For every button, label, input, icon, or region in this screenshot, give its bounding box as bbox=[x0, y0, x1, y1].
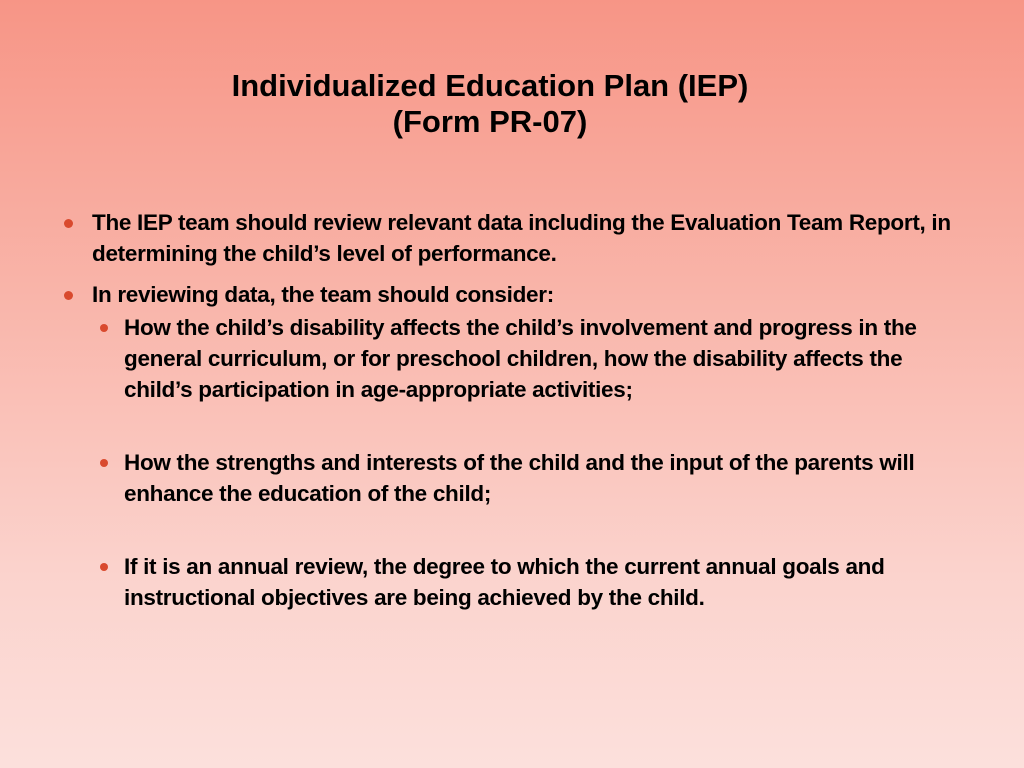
slide-title bbox=[0, 68, 980, 140]
sub-bullet-text: If it is an annual review, the degree to which the current annual goals and instructional objectives are being achieved by the child. bbox=[124, 554, 885, 610]
sub-bullet-item bbox=[92, 312, 960, 405]
bullet-text: The IEP team should review relevant data including the Evaluation Team Report, in determining the child’s level of performance. bbox=[92, 210, 951, 266]
bullet-dot-icon bbox=[100, 459, 108, 467]
bullet-text: In reviewing data, the team should consider: bbox=[92, 282, 554, 307]
slide-title-line-2: (Form PR-07) bbox=[392, 104, 588, 139]
bullet-item bbox=[60, 279, 960, 613]
sub-bullet-text: How the child’s disability affects the child’s involvement and progress in the general curriculum, or for preschool children, how the disability affects the child’s participation in age-appropriate activities; bbox=[124, 315, 917, 402]
sub-bullet-list bbox=[92, 312, 960, 613]
slide-title-line-1: Individualized Education Plan (IEP) bbox=[231, 68, 749, 103]
bullet-dot-icon bbox=[100, 563, 108, 571]
sub-bullet-text: How the strengths and interests of the child and the input of the parents will enhance the education of the child; bbox=[124, 450, 915, 506]
bullet-dot-icon bbox=[64, 219, 73, 228]
bullet-list bbox=[60, 207, 960, 613]
bullet-dot-icon bbox=[100, 324, 108, 332]
bullet-item bbox=[60, 207, 960, 269]
bullet-dot-icon bbox=[64, 291, 73, 300]
slide-body bbox=[60, 207, 960, 655]
sub-bullet-item bbox=[92, 447, 960, 509]
sub-bullet-item bbox=[92, 551, 960, 613]
